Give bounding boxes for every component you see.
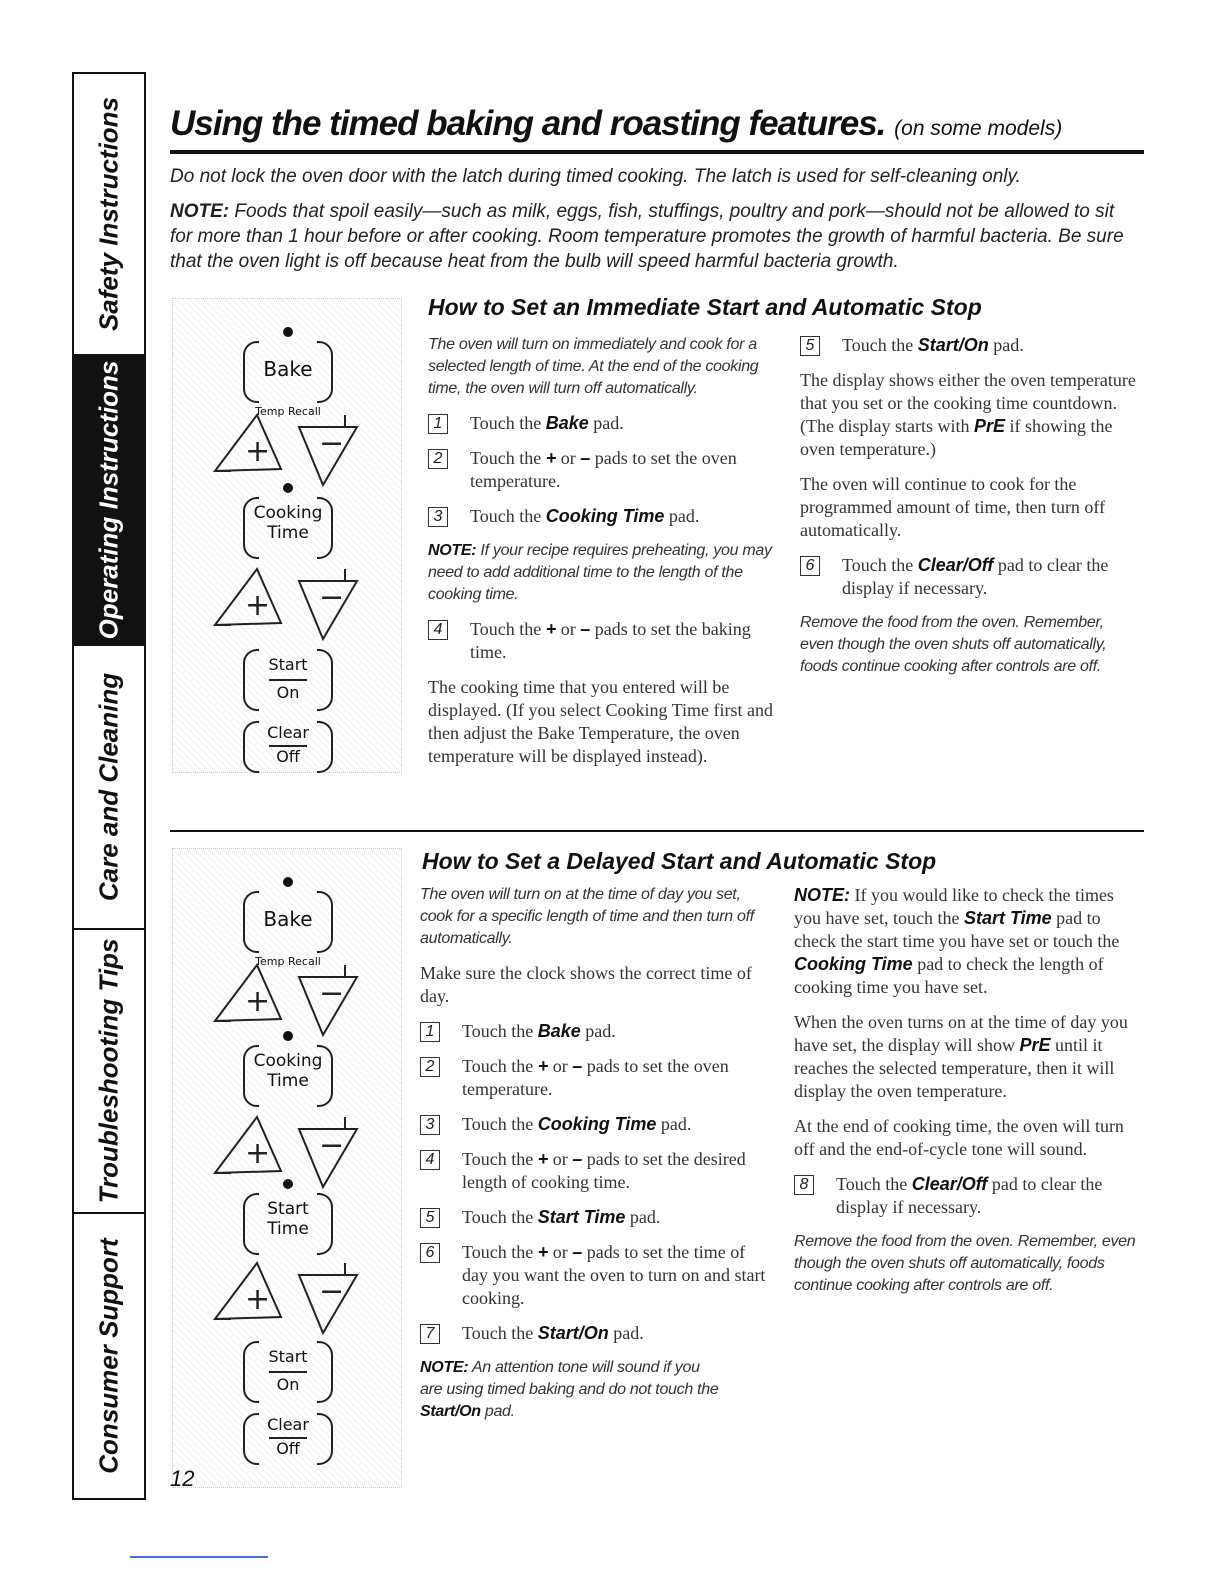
side-tab-label: Consumer Support — [93, 1238, 124, 1474]
on-label: On — [276, 683, 300, 702]
section1-left-column — [428, 334, 778, 768]
page-title-text: Using the timed baking and roasting features. — [170, 104, 886, 143]
step-text: Touch the — [462, 1056, 538, 1076]
bake-pad-label: Bake — [263, 357, 313, 381]
minus-sign: − — [319, 580, 345, 615]
side-tab-label: Operating Instructions — [93, 360, 124, 640]
step-text: Touch the — [462, 1242, 538, 1262]
step-number: 4 — [420, 1150, 440, 1170]
step-1 — [420, 1020, 770, 1043]
plus-minus-arrows — [211, 563, 361, 643]
note-label: NOTE: — [170, 201, 230, 222]
minus-key: – — [572, 1056, 583, 1076]
indicator-dot — [283, 1179, 293, 1189]
step-number: 3 — [428, 507, 448, 527]
step-text: pads to set the oven temperature. — [470, 448, 737, 491]
pad-name: Bake — [545, 413, 589, 433]
note-text: Foods that spoil easily—such as milk, eggs, fish, stuffings, poultry and pork—should not be allowed to sit for more than 1 hour before or after cooking. Room temperature promotes the growth of harmful bacteria. Be sure that the oven light is off because heat from the bulb will speed harmful bacteria growth. — [170, 201, 1124, 272]
step-4 — [428, 618, 778, 664]
minus-key: – — [580, 448, 591, 468]
step-text: Touch the — [462, 1323, 538, 1343]
step-text: pads to set the time of day you want the oven to turn on and start cooking. — [462, 1242, 766, 1308]
time-label: Time — [267, 523, 309, 543]
displayed-paragraph: The cooking time that you entered will be displayed. (If you select Cooking Time first and then adjust the Bake Temperature, the oven temperature will be displayed instead). — [428, 677, 773, 766]
plus-sign: + — [245, 1282, 271, 1317]
cooking-time-pad — [243, 497, 333, 559]
step-6 — [800, 554, 1140, 600]
step-text: Touch the — [462, 1114, 538, 1134]
step-text: Touch the — [470, 413, 546, 433]
step-text: pad. — [608, 1323, 644, 1343]
step-text: Touch the — [462, 1021, 538, 1041]
section-heading-immediate-start: How to Set an Immediate Start and Automatic Stop — [428, 294, 982, 320]
section2-intro: The oven will turn on at the time of day you set, cook for a specific length of time and then turn off automatically. — [420, 886, 754, 947]
step-4 — [420, 1148, 770, 1194]
section-divider — [170, 830, 1144, 832]
page-title — [170, 104, 1062, 144]
side-tab-consumer-support[interactable] — [74, 1214, 144, 1498]
end-of-cooking-paragraph: At the end of cooking time, the oven will turn off and the end-of-cycle tone will sound. — [794, 1116, 1124, 1159]
pad-name: Start/On — [917, 335, 989, 355]
step-5 — [800, 334, 1140, 357]
step-text: Touch the — [842, 335, 918, 355]
plus-sign: + — [245, 434, 271, 469]
on-label: On — [276, 1375, 300, 1394]
footer-rule — [130, 1556, 268, 1558]
plus-minus-arrows — [211, 959, 361, 1039]
cooking-label: Cooking — [253, 1051, 323, 1071]
section2-right-column — [794, 884, 1144, 1297]
step-text: or — [556, 448, 581, 468]
step-3 — [420, 1113, 770, 1136]
step-number: 2 — [428, 449, 448, 469]
note-text: pad. — [480, 1403, 515, 1420]
section1-intro: The oven will turn on immediately and cook for a selected length of time. At the end of the cooking time, the oven will turn off automatically. — [428, 336, 759, 397]
step-number: 5 — [800, 336, 820, 356]
start-label: Start — [267, 1199, 309, 1219]
step-8 — [794, 1173, 1144, 1219]
plus-key: + — [545, 448, 557, 468]
pre-code: PrE — [1019, 1035, 1051, 1055]
check-times-note — [794, 884, 1144, 999]
step-text: pad. — [625, 1207, 661, 1227]
when-oven-turns-on-paragraph — [794, 1011, 1144, 1103]
step-text: pad. — [656, 1114, 692, 1134]
step-number: 1 — [420, 1022, 440, 1042]
side-tab-troubleshooting-tips[interactable] — [74, 930, 144, 1214]
section-heading-delayed-start: How to Set a Delayed Start and Automatic Stop — [422, 848, 937, 874]
paragraph-text: if showing the oven temperature.) — [800, 416, 1113, 459]
note-text: pad to check the start time you have set or touch the — [794, 908, 1120, 951]
start-on-pad — [243, 649, 333, 711]
control-panel-illustration-immediate — [172, 298, 402, 773]
pad-name: Start/On — [420, 1403, 481, 1420]
step-text: pad to clear the display if necessary. — [836, 1174, 1103, 1217]
food-safety-note — [170, 199, 1140, 274]
step-1 — [428, 412, 778, 435]
pad-name: Cooking Time — [545, 506, 665, 526]
note-label: NOTE: — [794, 885, 850, 905]
pad-name: Cooking Time — [794, 954, 913, 974]
side-tab-operating-instructions[interactable] — [74, 356, 144, 646]
step-number: 6 — [800, 556, 820, 576]
continue-paragraph: The oven will continue to cook for the programmed amount of time, then turn off automatically. — [800, 474, 1106, 540]
cooking-label: Cooking — [253, 503, 323, 523]
time-label: Time — [267, 1071, 309, 1091]
plus-sign: + — [245, 1136, 271, 1171]
plus-key: + — [537, 1242, 549, 1262]
start-label: Start — [268, 1347, 308, 1366]
pre-code: PrE — [973, 416, 1006, 436]
step-3 — [428, 505, 778, 528]
pad-name: Start/On — [537, 1323, 609, 1343]
cooking-time-pad — [243, 1045, 333, 1107]
step-text: or — [556, 619, 581, 639]
bake-pad-label: Bake — [263, 907, 313, 931]
note-label: NOTE: — [428, 542, 477, 559]
note-text: If you would like to check the times you have set, touch the — [794, 885, 1114, 928]
step-text: pads to set the baking time. — [470, 619, 751, 662]
step-text: pad. — [664, 506, 700, 526]
clear-off-pad — [243, 721, 333, 773]
step-text: pad. — [988, 335, 1024, 355]
remove-food-reminder: Remove the food from the oven. Remember, even though the oven shuts off automatically, foods continue cooking after controls are off. — [794, 1233, 1136, 1294]
indicator-dot — [283, 1031, 293, 1041]
bake-pad — [243, 891, 333, 968]
indicator-dot — [283, 483, 293, 493]
step-number: 4 — [428, 620, 448, 640]
plus-sign: + — [245, 588, 271, 623]
side-nav — [72, 72, 146, 1500]
clock-paragraph: Make sure the clock shows the correct time of day. — [420, 963, 752, 1006]
plus-key: + — [545, 619, 557, 639]
preheat-note — [428, 540, 778, 606]
step-text: Touch the — [470, 506, 546, 526]
step-text: Touch the — [470, 619, 546, 639]
indicator-dot — [283, 877, 293, 887]
clear-off-pad — [243, 1413, 333, 1465]
note-text: An attention tone will sound if you are using timed baking and do not touch the — [420, 1359, 719, 1398]
minus-sign: − — [319, 976, 345, 1011]
clear-label: Clear — [267, 1415, 309, 1434]
step-number: 6 — [420, 1243, 440, 1263]
temp-recall-label: Temp Recall — [255, 405, 321, 418]
pad-name: Start Time — [963, 908, 1052, 928]
start-on-pad — [243, 1341, 333, 1403]
paragraph-text: When the oven turns on at the time of day you have set, the display will show — [794, 1012, 1128, 1055]
step-text: pad. — [580, 1021, 616, 1041]
minus-sign: − — [319, 426, 345, 461]
minus-key: – — [580, 619, 591, 639]
step-text: Touch the — [470, 448, 546, 468]
step-number: 7 — [420, 1324, 440, 1344]
pad-name: Start Time — [537, 1207, 626, 1227]
step-2 — [420, 1055, 770, 1101]
indicator-dot — [283, 327, 293, 337]
step-text: pad. — [588, 413, 624, 433]
step-number: 8 — [794, 1175, 814, 1195]
minus-key: – — [572, 1242, 583, 1262]
start-time-pad — [243, 1193, 333, 1255]
plus-minus-arrows — [211, 409, 361, 489]
paragraph-text: until it reaches the selected temperature, then it will display the oven temperature. — [794, 1035, 1115, 1101]
step-number: 2 — [420, 1057, 440, 1077]
minus-sign: − — [319, 1274, 345, 1309]
plus-minus-arrows — [211, 1257, 361, 1337]
step-text: pads to set the oven temperature. — [462, 1056, 729, 1099]
section2-left-column — [420, 884, 770, 1423]
step-text: or — [548, 1056, 573, 1076]
clear-label: Clear — [267, 723, 309, 742]
display-paragraph — [800, 369, 1140, 461]
lock-warning: Do not lock the oven door with the latch during timed cooking. The latch is used for self-cleaning only. — [170, 166, 1021, 187]
plus-key: + — [537, 1056, 549, 1076]
side-tab-label: Troubleshooting Tips — [93, 938, 124, 1204]
side-tab-care-and-cleaning[interactable] — [74, 646, 144, 930]
pad-name: Clear/Off — [917, 555, 994, 575]
pad-name: Bake — [537, 1021, 581, 1041]
step-text: Touch the — [462, 1149, 538, 1169]
side-tab-safety-instructions[interactable] — [74, 74, 144, 356]
attention-tone-note — [420, 1357, 720, 1423]
temp-recall-label: Temp Recall — [255, 955, 321, 968]
step-number: 3 — [420, 1115, 440, 1135]
step-text: or — [548, 1242, 573, 1262]
side-tab-label: Care and Cleaning — [93, 672, 124, 902]
minus-sign: − — [319, 1128, 345, 1163]
plus-sign: + — [245, 984, 271, 1019]
plus-key: + — [537, 1149, 549, 1169]
page-number: 12 — [170, 1466, 195, 1491]
step-6 — [420, 1241, 770, 1310]
control-panel-illustration-delayed — [172, 848, 402, 1488]
section1-right-column — [800, 334, 1140, 678]
pad-name: Cooking Time — [537, 1114, 657, 1134]
page-subtitle: (on some models) — [894, 117, 1063, 140]
paragraph-text: The display shows either the oven temperature that you set or the cooking time countdown. (The display starts with — [800, 370, 1136, 436]
off-label: Off — [276, 1439, 300, 1458]
step-5 — [420, 1206, 770, 1229]
step-text: pads to set the desired length of cooking time. — [462, 1149, 746, 1192]
step-2 — [428, 447, 778, 493]
off-label: Off — [276, 747, 300, 766]
side-tab-label: Safety Instructions — [93, 96, 124, 332]
note-text: pad to check the length of cooking time you have set. — [794, 954, 1104, 997]
minus-key: – — [572, 1149, 583, 1169]
time-label: Time — [267, 1219, 309, 1239]
start-label: Start — [268, 655, 308, 674]
note-label: NOTE: — [420, 1359, 469, 1376]
step-7 — [420, 1322, 770, 1345]
remove-food-reminder: Remove the food from the oven. Remember, even though the oven shuts off automatically, foods continue cooking after controls are off. — [800, 614, 1107, 675]
step-text: or — [548, 1149, 573, 1169]
step-number: 5 — [420, 1208, 440, 1228]
note-text: If your recipe requires preheating, you may need to add additional time to the length of the cooking time. — [428, 542, 772, 603]
pad-name: Clear/Off — [911, 1174, 988, 1194]
step-text: pad to clear the display if necessary. — [842, 555, 1109, 598]
step-number: 1 — [428, 414, 448, 434]
step-text: Touch the — [842, 555, 918, 575]
step-text: Touch the — [462, 1207, 538, 1227]
bake-pad — [243, 341, 333, 418]
step-text: Touch the — [836, 1174, 912, 1194]
title-rule — [170, 150, 1144, 154]
